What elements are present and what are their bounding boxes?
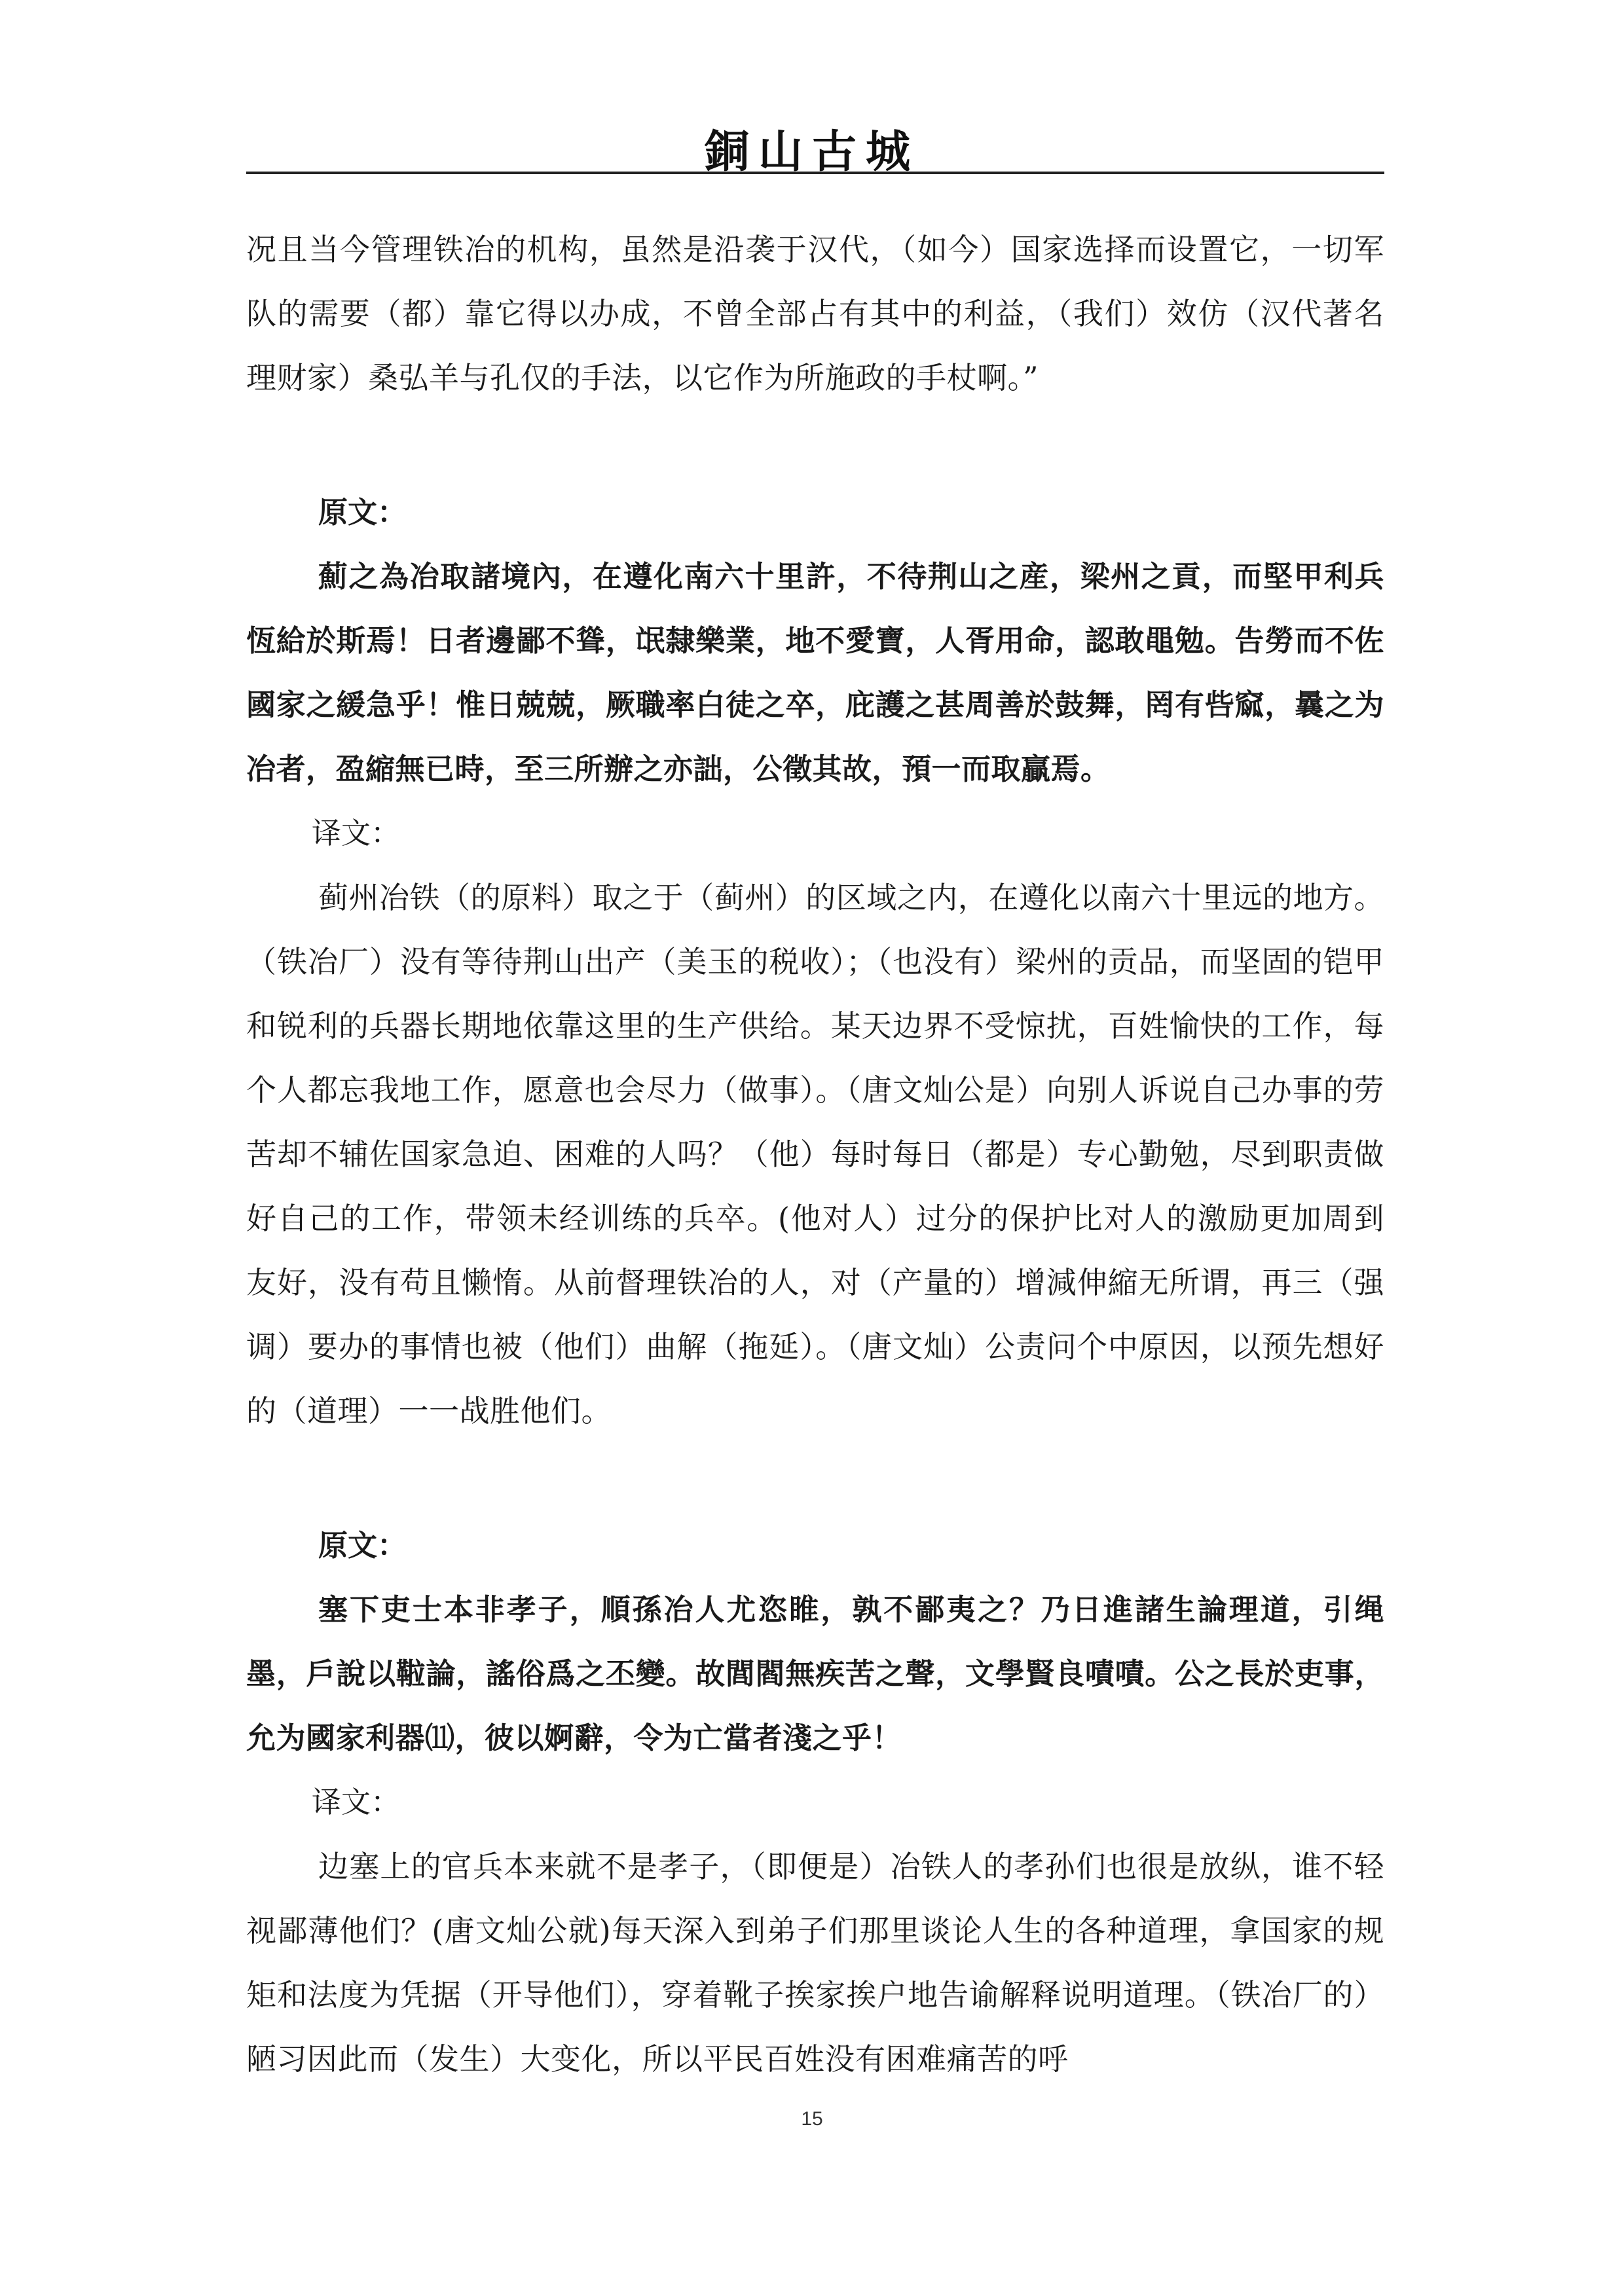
section2-translation-label: 译文： xyxy=(312,1785,401,1819)
section1-original-label: 原文： xyxy=(318,495,407,530)
section2-original-text: 塞下吏士本非孝子，順孫冶人尤恣睢，孰不鄙夷之？乃日進諸生論理道，引绳墨，戶說以鞡論，謠俗爲之丕變。故閭閻無疾苦之聲，文學賢良嘖嘖。公之長於吏事，允为國家利器⑾，彼以婀辭，令为亡當者淺之乎！ xyxy=(246,1592,1384,1755)
page-number: 15 xyxy=(801,2108,823,2130)
section-gap xyxy=(246,410,1384,481)
section1-translation-label: 译文： xyxy=(312,816,401,850)
body-content xyxy=(246,217,1384,2091)
header-rule xyxy=(246,172,1384,174)
section2-original-label: 原文： xyxy=(318,1528,407,1563)
section2-translation-text: 边塞上的官兵本来就不是孝子，（即便是）冶铁人的孝孙们也很是放纵，谁不轻视鄙薄他们？(唐文灿公就)每天深入到弟子们那里谈论人生的各种道理，拿国家的规矩和法度为凭据（开导他们），穿着靴子挨家挨户地告谕解释说明道理。（铁冶厂的）陋习因此而（发生）大变化，所以平民百姓没有困难痛苦的呼 xyxy=(246,1849,1384,2077)
section1-translation-text: 蓟州冶铁（的原料）取之于（蓟州）的区域之内，在遵化以南六十里远的地方。（铁冶厂）没有等待荆山出产（美玉的税收）；（也没有）梁州的贡品，而坚固的铠甲和锐利的兵器长期地依靠这里的生产供给。某天边界不受惊扰，百姓愉快的工作，每个人都忘我地工作，愿意也会尽力（做事）。（唐文灿公是）向别人诉说自己办事的劳苦却不辅佐国家急迫、困难的人吗？（他）每时每日（都是）专心勤勉，尽到职责做好自己的工作，带领未经训练的兵卒。(他对人）过分的保护比对人的激励更加周到友好，没有苟且懒惰。从前督理铁冶的人，对（产量的）增減伸縮无所谓，再三（强调）要办的事情也被（他们）曲解（拖延）。（唐文灿）公责问个中原因，以预先想好的（道理）一一战胜他们。 xyxy=(246,880,1384,1429)
section-gap xyxy=(246,1443,1384,1514)
intro-paragraph: 况且当今管理铁冶的机构，虽然是沿袭于汉代，（如今）国家选择而设置它，一切军队的需要（都）靠它得以办成，不曾全部占有其中的利益，（我们）效仿（汉代著名理财家）桑弘羊与孔仅的手法，以它作为所施政的手杖啊。” xyxy=(246,232,1384,395)
section1-original-text: 薊之為冶取諸境內，在遵化南六十里許，不待荆山之産，梁州之貢，而堅甲利兵恆給於斯焉！日者邊鄙不聳，氓隸樂業，地不愛寶，人胥用命，認敢黽勉。告勞而不佐國家之緩急乎！惟日兢兢，厥職率白徒之卒，庇護之甚周善於鼓舞，罔有呰窳，曩之为冶者，盈縮無已時，至三所辦之亦詘，公徵其故，預一而取贏焉。 xyxy=(246,559,1384,786)
running-header-title: 銅山古城 xyxy=(704,126,919,178)
